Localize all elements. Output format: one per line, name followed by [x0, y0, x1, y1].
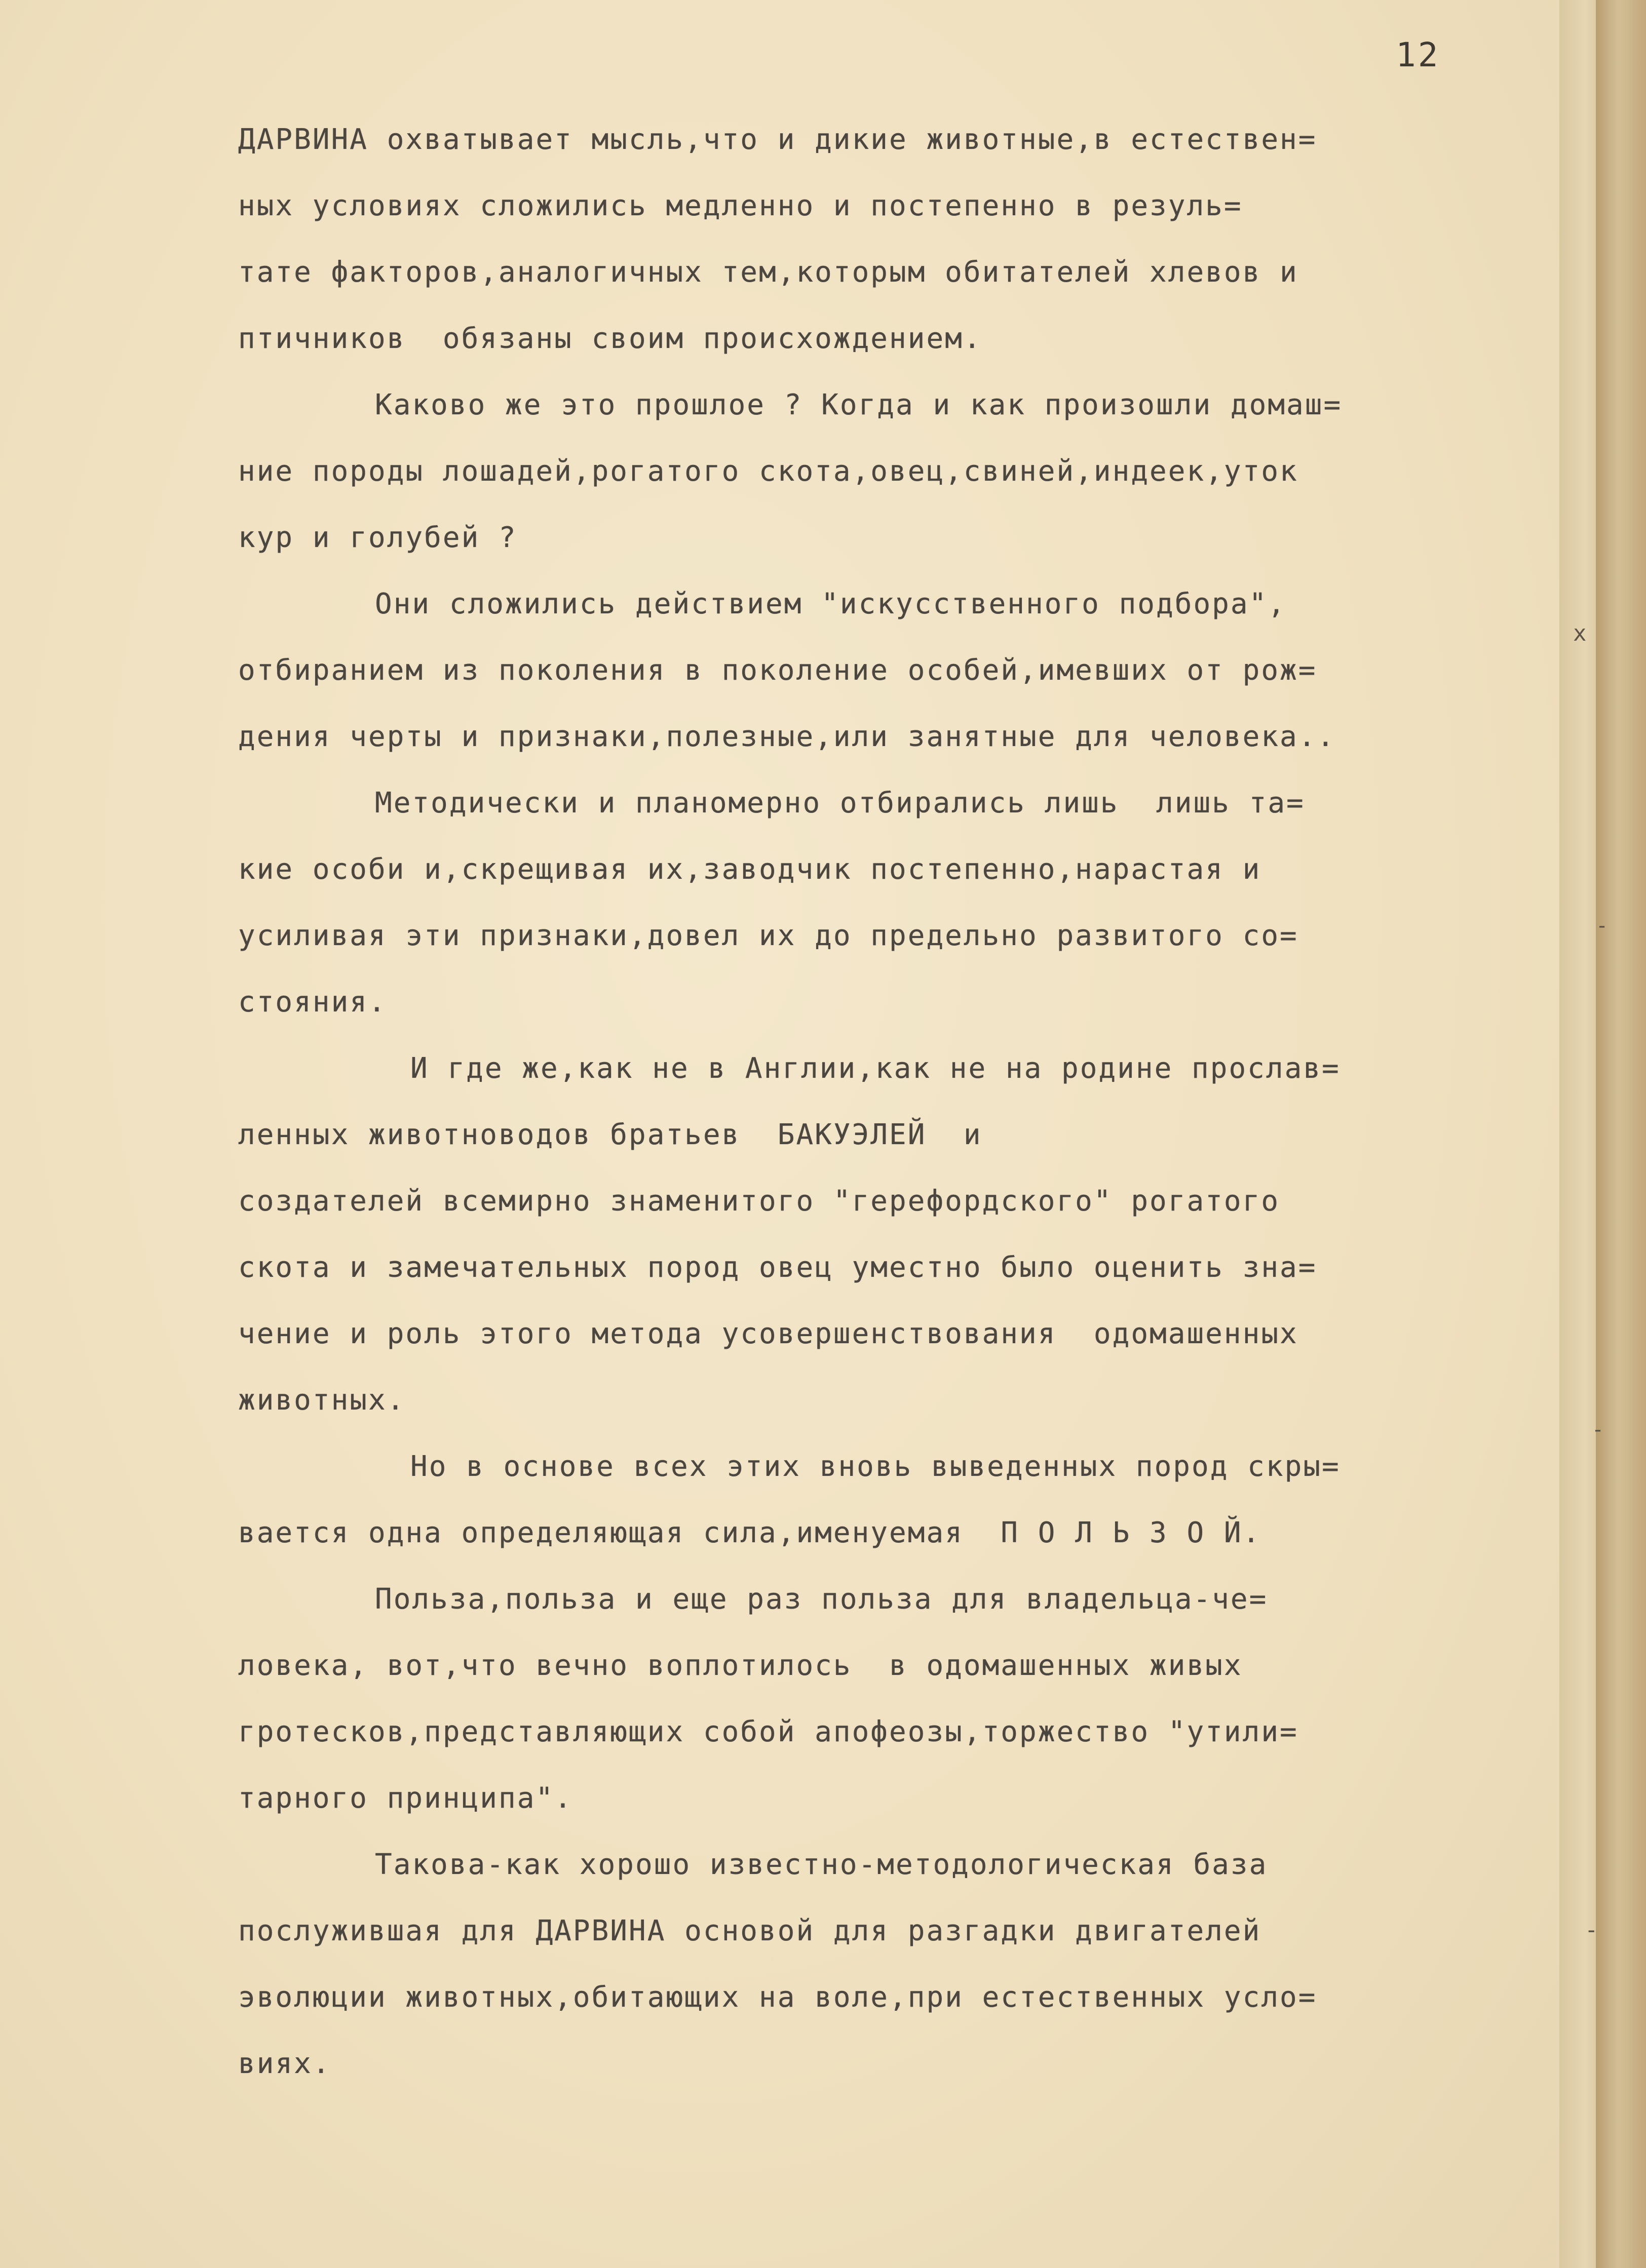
text-line: дения черты и признаки,полезные,или занятные для человека..	[238, 720, 1336, 753]
text-line: Они сложились действием "искусственного подбора",	[375, 588, 1287, 620]
text-line: Такова-как хорошо известно-методологическая база	[375, 1848, 1268, 1881]
text-line: гротесков,представляющих собой апофеозы,торжество "утили=	[238, 1715, 1298, 1748]
text-line: тарного принципа".	[238, 1782, 573, 1815]
text-line: Но в основе всех этих вновь выведенных пород скры=	[410, 1450, 1341, 1483]
text-line: птичников обязаны своим происхождением.	[238, 322, 982, 355]
text-line: животных.	[238, 1384, 406, 1417]
margin-mark: x	[1573, 620, 1587, 646]
text-line: послужившая для ДАРВИНА основой для разгадки двигателей	[238, 1914, 1261, 1947]
text-line: Методически и планомерно отбирались лишь лишь та=	[375, 787, 1305, 819]
text-line: тате факторов,аналогичных тем,которым обитателей хлевов и	[238, 256, 1298, 289]
text-line: Каково же это прошлое ? Когда и как произошли домаш=	[375, 388, 1343, 421]
underlying-sheet-edge	[1596, 0, 1646, 2268]
text-line: Польза,польза и еще раз польза для владельца-че=	[375, 1583, 1268, 1616]
text-line: скота и замечательных пород овец уместно было оценить зна=	[238, 1251, 1317, 1284]
text-line: ние породы лошадей,рогатого скота,овец,свиней,индеек,уток	[238, 455, 1298, 488]
margin-mark: -	[1592, 1418, 1604, 1441]
margin-mark: -	[1596, 914, 1609, 937]
text-line: эволюции животных,обитающих на воле,при естественных усло=	[238, 1981, 1317, 2014]
text-line: усиливая эти признаки,довел их до предельно развитого со=	[238, 919, 1298, 952]
page-number: 12	[1396, 35, 1440, 74]
text-line: стояния.	[238, 986, 387, 1019]
text-line: отбиранием из поколения в поколение особей,имевших от рож=	[238, 654, 1317, 687]
text-line: кие особи и,скрещивая их,заводчик постепенно,нарастая и	[238, 853, 1261, 886]
margin-mark: -	[1585, 1917, 1598, 1943]
text-line: чение и роль этого метода усовершенствования одомашенных	[238, 1317, 1298, 1350]
typed-text-body	[238, 106, 1535, 2097]
text-line: ДАРВИНА охватывает мысль,что и дикие животные,в естествен=	[238, 123, 1317, 156]
text-line: виях.	[238, 2047, 331, 2080]
text-line: И где же,как не в Англии,как не на родине прослав=	[410, 1052, 1341, 1085]
text-line: создателей всемирно знаменитого "герефордского" рогатого	[238, 1185, 1280, 1218]
text-line: ловека, вот,что вечно воплотилось в одомашенных живых	[238, 1649, 1243, 1682]
text-line: кур и голубей ?	[238, 521, 517, 554]
text-line: ленных животноводов братьев БАКУЭЛЕЙ и	[238, 1118, 982, 1151]
text-line: вается одна определяющая сила,именуемая П О Л Ь З О Й.	[238, 1516, 1261, 1549]
text-line: ных условиях сложились медленно и постепенно в резуль=	[238, 189, 1243, 222]
